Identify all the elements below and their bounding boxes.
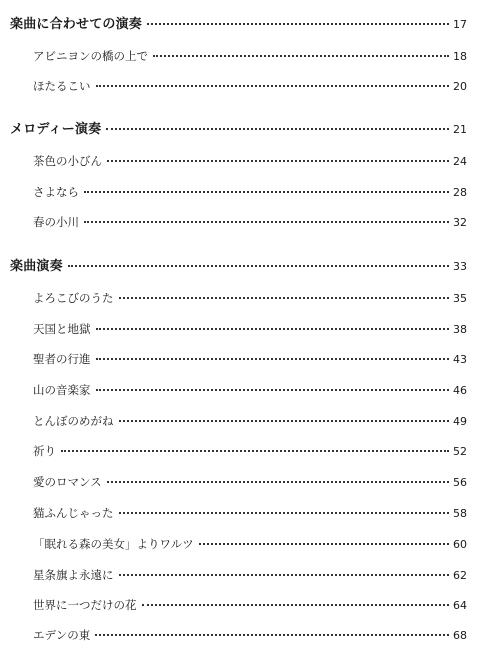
toc-item-title: 茶色の小びん xyxy=(33,154,102,168)
dot-leader xyxy=(68,264,449,267)
toc-page-number: 18 xyxy=(453,50,467,63)
toc-page-number: 52 xyxy=(453,445,467,458)
dot-leader xyxy=(153,54,449,57)
toc-item-row[interactable] xyxy=(33,473,467,491)
toc-page-number: 68 xyxy=(453,629,467,642)
toc-item-row[interactable] xyxy=(33,504,467,522)
dot-leader xyxy=(96,327,450,330)
toc-item-row[interactable] xyxy=(33,535,467,553)
dot-leader xyxy=(119,573,450,576)
toc-item-row[interactable] xyxy=(33,183,467,201)
toc-item-title: とんぼのめがね xyxy=(33,414,114,428)
dot-leader xyxy=(119,511,450,514)
toc-page-number: 56 xyxy=(453,476,467,489)
toc-page-number: 49 xyxy=(453,415,467,428)
toc-item-row[interactable] xyxy=(33,77,467,95)
toc-item-row[interactable] xyxy=(33,152,467,170)
toc-page-number: 32 xyxy=(453,216,467,229)
dot-leader xyxy=(147,22,449,25)
toc-item-title: 星条旗よ永遠に xyxy=(33,568,114,582)
dot-leader xyxy=(61,449,449,452)
toc-page-number: 46 xyxy=(453,384,467,397)
toc-item-title: 祈り xyxy=(33,444,56,458)
toc-item-row[interactable] xyxy=(33,596,467,614)
toc-item-title: 山の音楽家 xyxy=(33,383,91,397)
toc-item-row[interactable] xyxy=(33,381,467,399)
toc-item-row[interactable] xyxy=(33,47,467,65)
toc-section-title: 楽曲に合わせての演奏 xyxy=(10,17,143,32)
toc-section-row[interactable] xyxy=(10,258,467,276)
toc-item-row[interactable] xyxy=(33,213,467,231)
dot-leader xyxy=(142,603,450,606)
dot-leader xyxy=(84,220,449,223)
toc-item-title: よろこびのうた xyxy=(33,291,114,305)
toc-item-row[interactable] xyxy=(33,566,467,584)
toc-item-title: ほたるこい xyxy=(33,79,91,93)
dot-leader xyxy=(119,419,450,422)
toc-page-number: 17 xyxy=(453,18,467,31)
toc-item-title: 愛のロマンス xyxy=(33,475,102,489)
dot-leader xyxy=(106,127,449,130)
toc-item-row[interactable] xyxy=(33,320,467,338)
toc-page-number: 20 xyxy=(453,80,467,93)
toc-item-title: 春の小川 xyxy=(33,215,79,229)
dot-leader xyxy=(84,190,449,193)
toc-page-number: 43 xyxy=(453,353,467,366)
dot-leader xyxy=(96,84,450,87)
toc-page-number: 21 xyxy=(453,123,467,136)
toc-page-number: 38 xyxy=(453,323,467,336)
toc-item-title: 「眠れる森の美女」よりワルツ xyxy=(33,537,194,551)
toc-section-row[interactable] xyxy=(10,16,467,34)
dot-leader xyxy=(96,357,450,360)
toc-page-number: 24 xyxy=(453,155,467,168)
toc-page-number: 28 xyxy=(453,186,467,199)
dot-leader xyxy=(96,388,450,391)
toc-page-number: 62 xyxy=(453,569,467,582)
toc-page-number: 35 xyxy=(453,292,467,305)
toc-page-number: 58 xyxy=(453,507,467,520)
toc-section-row[interactable] xyxy=(10,121,467,139)
toc-item-title: エデンの東 xyxy=(33,628,91,642)
dot-leader xyxy=(107,480,449,483)
dot-leader xyxy=(107,159,449,162)
dot-leader xyxy=(119,296,450,299)
dot-leader xyxy=(95,633,449,636)
toc-section-title: 楽曲演奏 xyxy=(10,259,63,274)
toc-item-title: 天国と地獄 xyxy=(33,322,91,336)
toc-item-row[interactable] xyxy=(33,442,467,460)
toc-page-number: 60 xyxy=(453,538,467,551)
toc-item-row[interactable] xyxy=(33,626,467,644)
toc-page-number: 33 xyxy=(453,260,467,273)
toc-item-title: さよなら xyxy=(33,185,79,199)
toc-item-title: 世界に一つだけの花 xyxy=(33,598,137,612)
dot-leader xyxy=(199,542,449,545)
toc-item-title: アビニヨンの橋の上で xyxy=(33,49,148,63)
toc-item-row[interactable] xyxy=(33,350,467,368)
toc-section-title: メロディー演奏 xyxy=(10,122,102,137)
toc-item-title: 聖者の行進 xyxy=(33,352,91,366)
toc-item-row[interactable] xyxy=(33,412,467,430)
toc-item-row[interactable] xyxy=(33,289,467,307)
toc-page-number: 64 xyxy=(453,599,467,612)
toc-item-title: 猫ふんじゃった xyxy=(33,506,114,520)
